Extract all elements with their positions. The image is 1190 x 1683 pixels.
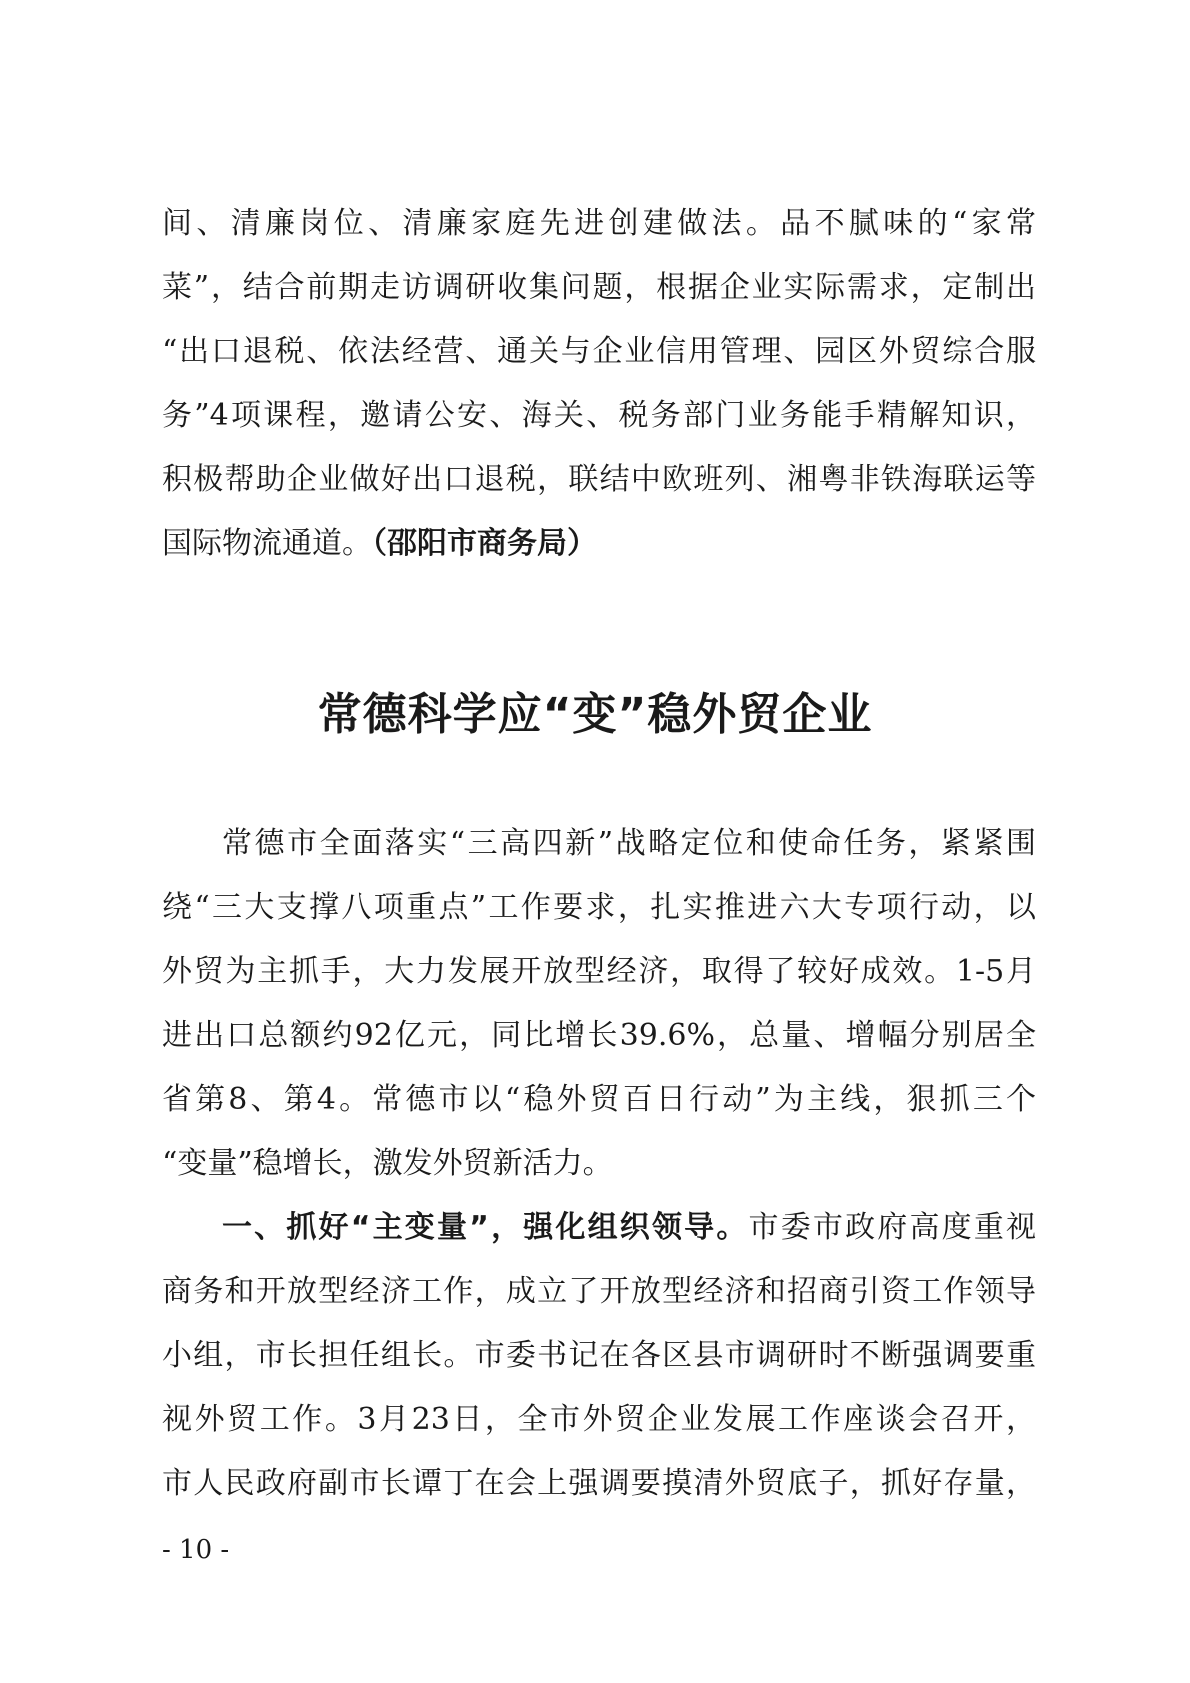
body-text-line: 务”4项课程，邀请公安、海关、税务部门业务能手精解知识， [162, 398, 1036, 433]
body-text-line: “出口退税、依法经营、通关与企业信用管理、园区外贸综合服 [162, 334, 1036, 369]
body-text-line: 积极帮助企业做好出口退税，联结中欧班列、湘粤非铁海联运等 [162, 462, 1036, 497]
article-title: 常德科学应“变”稳外贸企业 [317, 689, 873, 740]
body-text-line: “变量”稳增长，激发外贸新活力。 [162, 1146, 613, 1181]
body-text-line: 进出口总额约92亿元，同比增长39.6%，总量、增幅分别居全 [162, 1018, 1036, 1053]
body-text-line: 间、清廉岗位、清廉家庭先进创建做法。品不腻味的“家常 [162, 206, 1036, 241]
body-text-line: 市人民政府副市长谭丁在会上强调要摸清外贸底子，抓好存量， [162, 1466, 1036, 1501]
body-text-line: 省第8、第4。常德市以“稳外贸百日行动”为主线，狠抓三个 [162, 1082, 1036, 1117]
page-number: - 10 - [162, 1535, 230, 1565]
body-text-line: 视外贸工作。3月23日，全市外贸企业发展工作座谈会召开， [162, 1402, 1036, 1437]
body-text-line: 小组，市长担任组长。市委书记在各区县市调研时不断强调要重 [162, 1338, 1036, 1373]
body-text-line: 外贸为主抓手，大力发展开放型经济，取得了较好成效。1-5月 [162, 954, 1036, 989]
body-text: 市委市政府高度重视 [748, 1210, 1037, 1245]
body-text: 国际物流通道。 [162, 526, 372, 561]
source-attribution: （邵阳市商务局） [372, 526, 597, 561]
section-heading: 一、抓好“主变量”，强化组织领导。 [222, 1210, 749, 1245]
section-heading-line [222, 1196, 1036, 1260]
body-text-line: 商务和开放型经济工作，成立了开放型经济和招商引资工作领导 [162, 1274, 1036, 1309]
body-text-line: 常德市全面落实“三高四新”战略定位和使命任务，紧紧围 [222, 826, 1036, 861]
body-text-line [162, 512, 1036, 576]
body-text-line: 菜”，结合前期走访调研收集问题，根据企业实际需求，定制出 [162, 270, 1036, 305]
body-text-line: 绕“三大支撑八项重点”工作要求，扎实推进六大专项行动，以 [162, 890, 1036, 925]
